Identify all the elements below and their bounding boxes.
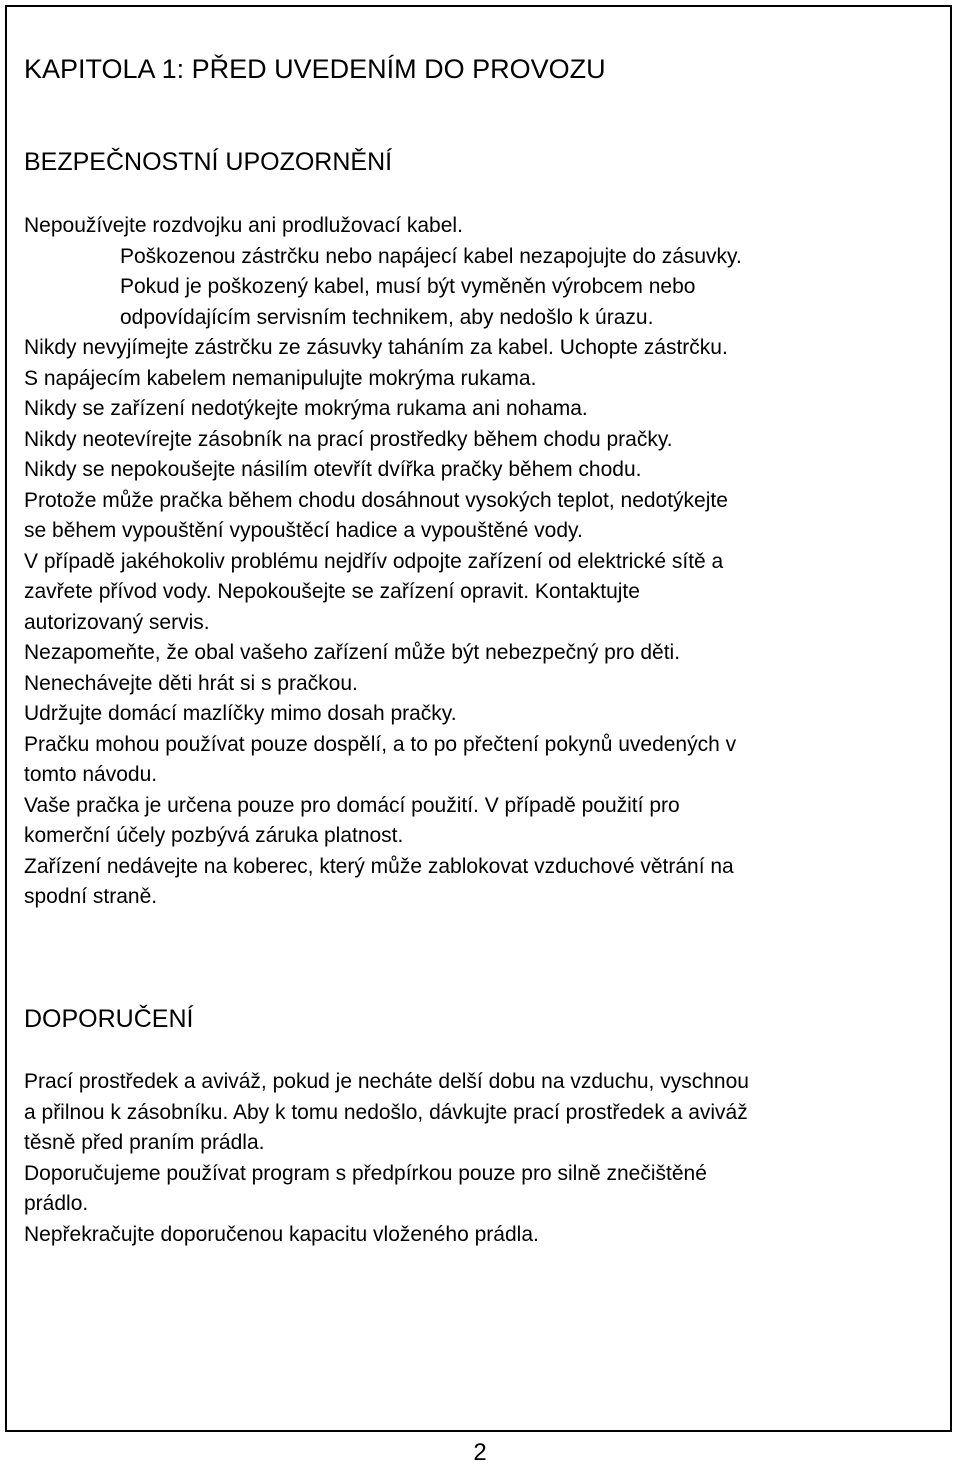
safety-line: Poškozenou zástrčku nebo napájecí kabel nezapojujte do zásuvky. [120,244,742,268]
safety-line: Nezapomeňte, že obal vašeho zařízení může být nebezpečný pro děti. [24,641,681,664]
recommendation-line: těsně před praním prádla. [24,1131,265,1154]
safety-line: Vaše pračka je určena pouze pro domácí použití. V případě použití pro [24,793,680,817]
safety-line: S napájecím kabelem nemanipulujte mokrýma rukama. [24,366,537,390]
safety-line: Nikdy nevyjímejte zástrčku ze zásuvky taháním za kabel. Uchopte zástrčku. [24,336,728,359]
safety-line: Nepoužívejte rozdvojku ani prodlužovací kabel. [24,214,463,237]
safety-line: Udržujte domácí mazlíčky mimo dosah pračky. [24,702,457,725]
safety-line: V případě jakéhokoliv problému nejdřív odpojte zařízení od elektrické sítě a [24,549,724,573]
safety-heading: BEZPEČNOSTNÍ UPOZORNĚNÍ [24,148,393,176]
safety-line: odpovídajícím servisním technikem, aby nedošlo k úrazu. [120,305,654,329]
safety-line: tomto návodu. [24,763,158,786]
safety-line: Pračku mohou používat pouze dospělí, a to po přečtení pokynů uvedených v [24,732,737,756]
safety-text [24,211,939,913]
safety-line: Pokud je poškozený kabel, musí být vyměněn výrobcem nebo [120,275,696,298]
safety-line: autorizovaný servis. [24,610,210,634]
recommendation-line: Prací prostředek a aviváž, pokud je necháte delší dobu na vzduchu, vyschnou [24,1070,749,1093]
safety-line: komerční účely pozbývá záruka platnost. [24,824,404,847]
recommendation-line: a přilnou k zásobníku. Aby k tomu nedošlo, dávkujte prací prostředek a aviváž [24,1100,748,1124]
safety-line: Nikdy se zařízení nedotýkejte mokrýma rukama ani nohama. [24,397,588,420]
page-number: 2 [473,1439,487,1466]
safety-line: Nikdy se nepokoušejte násilím otevřít dvířka pračky během chodu. [24,458,642,481]
safety-line: Nenechávejte děti hrát si s pračkou. [24,671,358,695]
safety-line: spodní straně. [24,885,158,908]
recommendation-text [24,1067,939,1250]
safety-line: Zařízení nedávejte na koberec, který může zablokovat vzduchové větrání na [24,854,734,878]
safety-line: Protože může pračka během chodu dosáhnout vysokých teplot, nedotýkejte [24,488,728,512]
recommendation-line: Doporučujeme používat program s předpírkou pouze pro silně znečištěné [24,1161,707,1185]
safety-line: Nikdy neotevírejte zásobník na prací prostředky během chodu pračky. [24,427,673,451]
safety-line: se během vypouštění vypouštěcí hadice a vypouštěné vody. [24,519,583,542]
safety-line: zavřete přívod vody. Nepokoušejte se zařízení opravit. Kontaktujte [24,580,640,603]
recommendation-line: Nepřekračujte doporučenou kapacitu vloženého prádla. [24,1222,539,1246]
recommendation-heading: DOPORUČENÍ [24,1005,194,1033]
chapter-title: KAPITOLA 1: PŘED UVEDENÍM DO PROVOZU [24,54,606,84]
recommendation-line: prádlo. [24,1192,89,1215]
